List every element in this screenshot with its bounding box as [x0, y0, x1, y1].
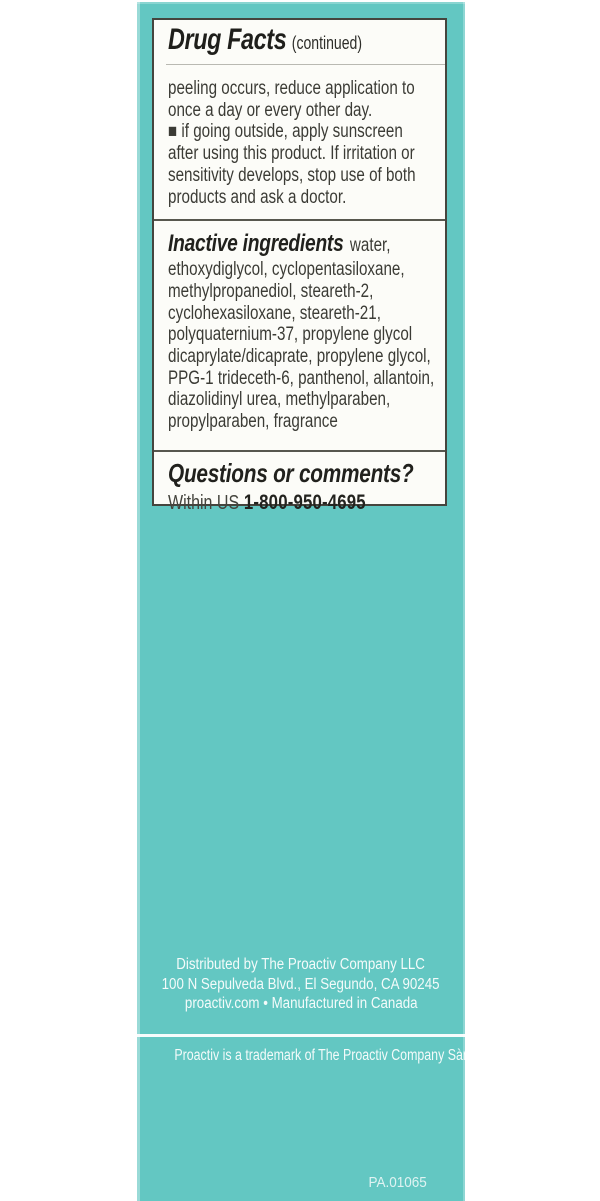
trademark-notice [137, 1046, 474, 1066]
directions-section [168, 78, 433, 208]
directions-line: ■ if going outside, apply sunscreen [168, 121, 403, 143]
section-divider [154, 219, 445, 221]
ingredients-line: dicaprylate/dicaprate, propylene glycol, [168, 346, 431, 368]
inactive-ingredients-section [168, 230, 433, 433]
questions-section [168, 459, 433, 515]
directions-line: after using this product. If irritation or [168, 143, 415, 165]
phone-line [168, 491, 380, 515]
ingredients-line: cyclohexasiloxane, steareth-21, [168, 302, 381, 324]
ingredients-line: methylpropanediol, steareth-2, [168, 280, 374, 302]
ingredients-line: ethoxydiglycol, cyclopentasiloxane, [168, 259, 405, 281]
ingredients-line: propylparaben, fragrance [168, 411, 338, 433]
ingredients-line: PPG-1 trideceth-6, panthenol, allantoin, [168, 367, 435, 389]
address-line: 100 N Sepulveda Blvd., El Segundo, CA 90245 [162, 975, 440, 993]
ingredients-line: diazolidinyl urea, methylparaben, [168, 389, 391, 411]
address-line: Distributed by The Proactiv Company LLC [176, 956, 426, 973]
distributor-address [137, 955, 465, 1014]
directions-line: products and ask a doctor. [168, 186, 347, 208]
trademark-text: Proactiv is a trademark of The Proactiv Company Sàrl. [174, 1047, 474, 1064]
header-rule [166, 64, 445, 65]
drug-facts-header [168, 23, 375, 61]
questions-heading: Questions or comments? [168, 457, 414, 488]
phone-number: 1-800-950-4695 [243, 490, 366, 514]
directions-line: once a day or every other day. [168, 99, 373, 121]
inactive-heading-line [168, 230, 391, 259]
footer-divider-rule [137, 1034, 465, 1037]
ingredients-line: polyquaternium-37, propylene glycol [168, 324, 413, 346]
questions-heading-line [168, 457, 414, 491]
package-side-panel [137, 2, 474, 1201]
inactive-first-ingredient: water, [349, 235, 391, 257]
phone-prefix: Within US [168, 491, 240, 514]
print-code: PA.01065 [368, 1174, 427, 1191]
drug-facts-continued-note: (continued) [291, 33, 363, 53]
directions-line: peeling occurs, reduce application to [168, 78, 415, 99]
section-divider [154, 450, 445, 452]
directions-line: sensitivity develops, stop use of both [168, 164, 416, 186]
inactive-ingredients-heading: Inactive ingredients [168, 230, 344, 258]
address-line: proactiv.com • Manufactured in Canada [184, 995, 418, 1012]
drug-facts-title: Drug Facts [168, 23, 287, 56]
drug-facts-box [152, 18, 447, 514]
